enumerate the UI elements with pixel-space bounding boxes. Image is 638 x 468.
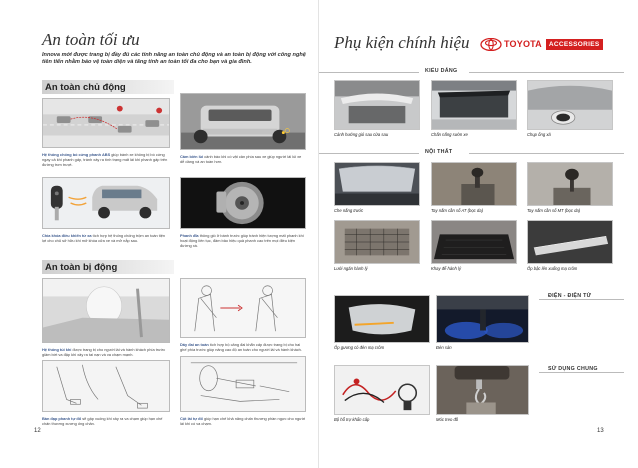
accessory-item <box>431 220 517 271</box>
brake-pedal-photo <box>42 360 170 412</box>
accessory-label: Cánh hướng gió sau cửa sau <box>334 132 389 137</box>
airbag-caption-text: được trang bị cho người lái và hành khách phía trước giảm bớt va đập khi xảy ra tai nạn và va chạm mạnh. <box>42 347 166 357</box>
steering-column-photo <box>180 356 306 412</box>
interior-heading: NỘI THẤT <box>425 149 453 155</box>
airbag-photo <box>42 278 170 343</box>
abs-caption <box>42 152 170 167</box>
accessory-item <box>527 162 613 213</box>
right-page-number: 13 <box>597 428 604 434</box>
abs-photo <box>42 98 170 148</box>
left-page-number: 12 <box>34 428 41 434</box>
brake-disc-photo <box>180 177 306 229</box>
rear-sensor-caption-text: cảnh báo khi có vật cản phía sau xe giúp người lái lùi xe dễ dàng và an toàn hơn. <box>180 154 302 164</box>
steering-column-caption-text: giúp hạn chế khả năng chấn thương phần ngực cho người lái khi có va chạm. <box>180 416 306 426</box>
seatbelt-caption-text: tích hợp bộ căng đai khẩn cấp được trang bị cho hai ghế phía trước giúp nâng cao độ an toàn cho người lái và hành khách. <box>180 342 302 352</box>
general-divider <box>539 372 624 373</box>
step-plate-photo <box>527 220 613 264</box>
steering-column-caption-title: Cột lái tự đổ <box>180 416 203 421</box>
accessory-item <box>334 80 420 137</box>
seat-hook-photo <box>436 365 529 415</box>
brake-pedal-caption-title: Bàn đạp phanh tự đổ <box>42 416 82 421</box>
accessory-label: Tay nắm cần số MT (bọc da) <box>527 208 581 213</box>
styling-heading: KIỂU DÁNG <box>425 68 458 74</box>
accessory-label: Ốp bậc lên xuống mạ crôm <box>527 266 578 271</box>
electrical-divider <box>539 299 624 300</box>
brake-pedal-caption <box>42 416 170 426</box>
exhaust-tip-photo <box>527 80 613 130</box>
accessory-label: Đèn sàn <box>436 345 452 350</box>
seatbelt-caption <box>180 342 306 352</box>
brake-disc-caption-title: Phanh đĩa <box>180 233 199 238</box>
side-visor-photo <box>431 80 517 130</box>
accessory-label: Móc treo đồ <box>436 417 459 422</box>
accessory-label: Ốp gương có đèn mạ crôm <box>334 345 385 350</box>
accessory-label: Che nắng trước <box>334 208 364 213</box>
brake-pedal-caption-text: sẽ gập xuống khi xảy ra va chạm giúp hạn chế chấn thương xương ống chân. <box>42 416 163 426</box>
accessory-item <box>527 80 613 137</box>
floor-light-photo <box>436 295 529 343</box>
brake-disc-caption-text: thông gió ở bánh trước giúp tránh hiện tượng mất phanh khi hoạt động liên tục, đảm bảo hiệu quả phanh cao trên mọi điều kiện đường xá. <box>180 233 304 248</box>
remote-key-caption-title: Chìa khóa điều khiển từ xa <box>42 233 92 238</box>
cargo-net-photo <box>334 220 420 264</box>
mt-shift-knob-photo <box>527 162 613 206</box>
mirror-cover-photo <box>334 295 430 343</box>
accessory-item <box>431 80 517 137</box>
accessory-label: Chụp ống xả <box>527 132 551 137</box>
accessory-item <box>431 162 517 213</box>
rear-sensor-caption <box>180 154 306 164</box>
right-page <box>319 0 638 468</box>
remote-key-photo <box>42 177 170 229</box>
accessory-label: Lưới ngăn hành lý <box>334 266 368 271</box>
interior-divider-right <box>469 153 624 154</box>
accessory-label: Bộ hỗ trợ khẩn cấp <box>334 417 370 422</box>
left-page-title: An toàn tối ưu <box>42 30 140 49</box>
general-heading: SỬ DỤNG CHUNG <box>548 366 598 372</box>
rear-sensor-caption-title: Cảm biến lùi <box>180 154 204 159</box>
steering-column-caption <box>180 416 306 426</box>
accessory-item <box>436 295 529 350</box>
brand-name: TOYOTA <box>504 39 542 49</box>
active-safety-heading: An toàn chủ động <box>42 80 174 94</box>
abs-caption-text: giúp bánh xe không bị bó cứng ngay cả khi phanh gấp, tránh xảy ra tình trạng mất lái khi phanh gấp trên đường trơn trượt. <box>42 152 168 167</box>
rear-sensor-photo <box>180 93 306 150</box>
at-shift-knob-photo <box>431 162 517 206</box>
accessory-label: Tay nắm cần số AT (bọc da) <box>431 208 483 213</box>
accessory-item <box>527 220 613 271</box>
interior-divider-left <box>319 153 419 154</box>
accessory-item <box>436 365 529 422</box>
remote-key-caption-text: tích hợp hệ thống chống trộm an toàn tiện lợi cho chủ sở hữu khi mở khóa cửa xe và mở nắp sau. <box>42 233 166 243</box>
toyota-logo-icon <box>480 38 502 51</box>
seatbelt-caption-title: Dây đai an toàn <box>180 342 209 347</box>
accessory-item <box>334 162 420 213</box>
accessory-item <box>334 295 430 350</box>
brand-accessories-label: ACCESSORIES <box>546 39 603 50</box>
accessory-item <box>334 220 420 271</box>
sunshade-photo <box>334 162 420 206</box>
airbag-caption <box>42 347 170 357</box>
airbag-caption-title: Hệ thống túi khí <box>42 347 72 352</box>
remote-key-caption <box>42 233 170 243</box>
toyota-accessories-brand <box>480 37 628 51</box>
emergency-kit-photo <box>334 365 430 415</box>
abs-caption-title: Hệ thống chống bó cứng phanh ABS <box>42 152 111 157</box>
spoiler-photo <box>334 80 420 130</box>
accessory-label: Chắn nắng sườn xe <box>431 132 468 137</box>
brake-disc-caption <box>180 233 306 248</box>
seatbelt-photo <box>180 278 306 338</box>
styling-divider-right <box>469 72 624 73</box>
right-page-title: Phụ kiện chính hiệu <box>334 33 470 52</box>
accessory-label: Khay để hành lý <box>431 266 462 271</box>
intro-text: Innova mới được trang bị đầy đủ các tính năng an toàn chủ động và an toàn bị động với công nghệ tiên tiến nhằm bảo vệ toàn diện và tăng tính an toàn tối đa cho bạn và gia đình. <box>42 52 306 66</box>
electrical-heading: ĐIỆN - ĐIỆN TỬ <box>548 293 592 299</box>
styling-divider-left <box>319 72 419 73</box>
cargo-tray-photo <box>431 220 517 264</box>
passive-safety-heading: An toàn bị động <box>42 260 174 274</box>
accessory-item <box>334 365 430 422</box>
